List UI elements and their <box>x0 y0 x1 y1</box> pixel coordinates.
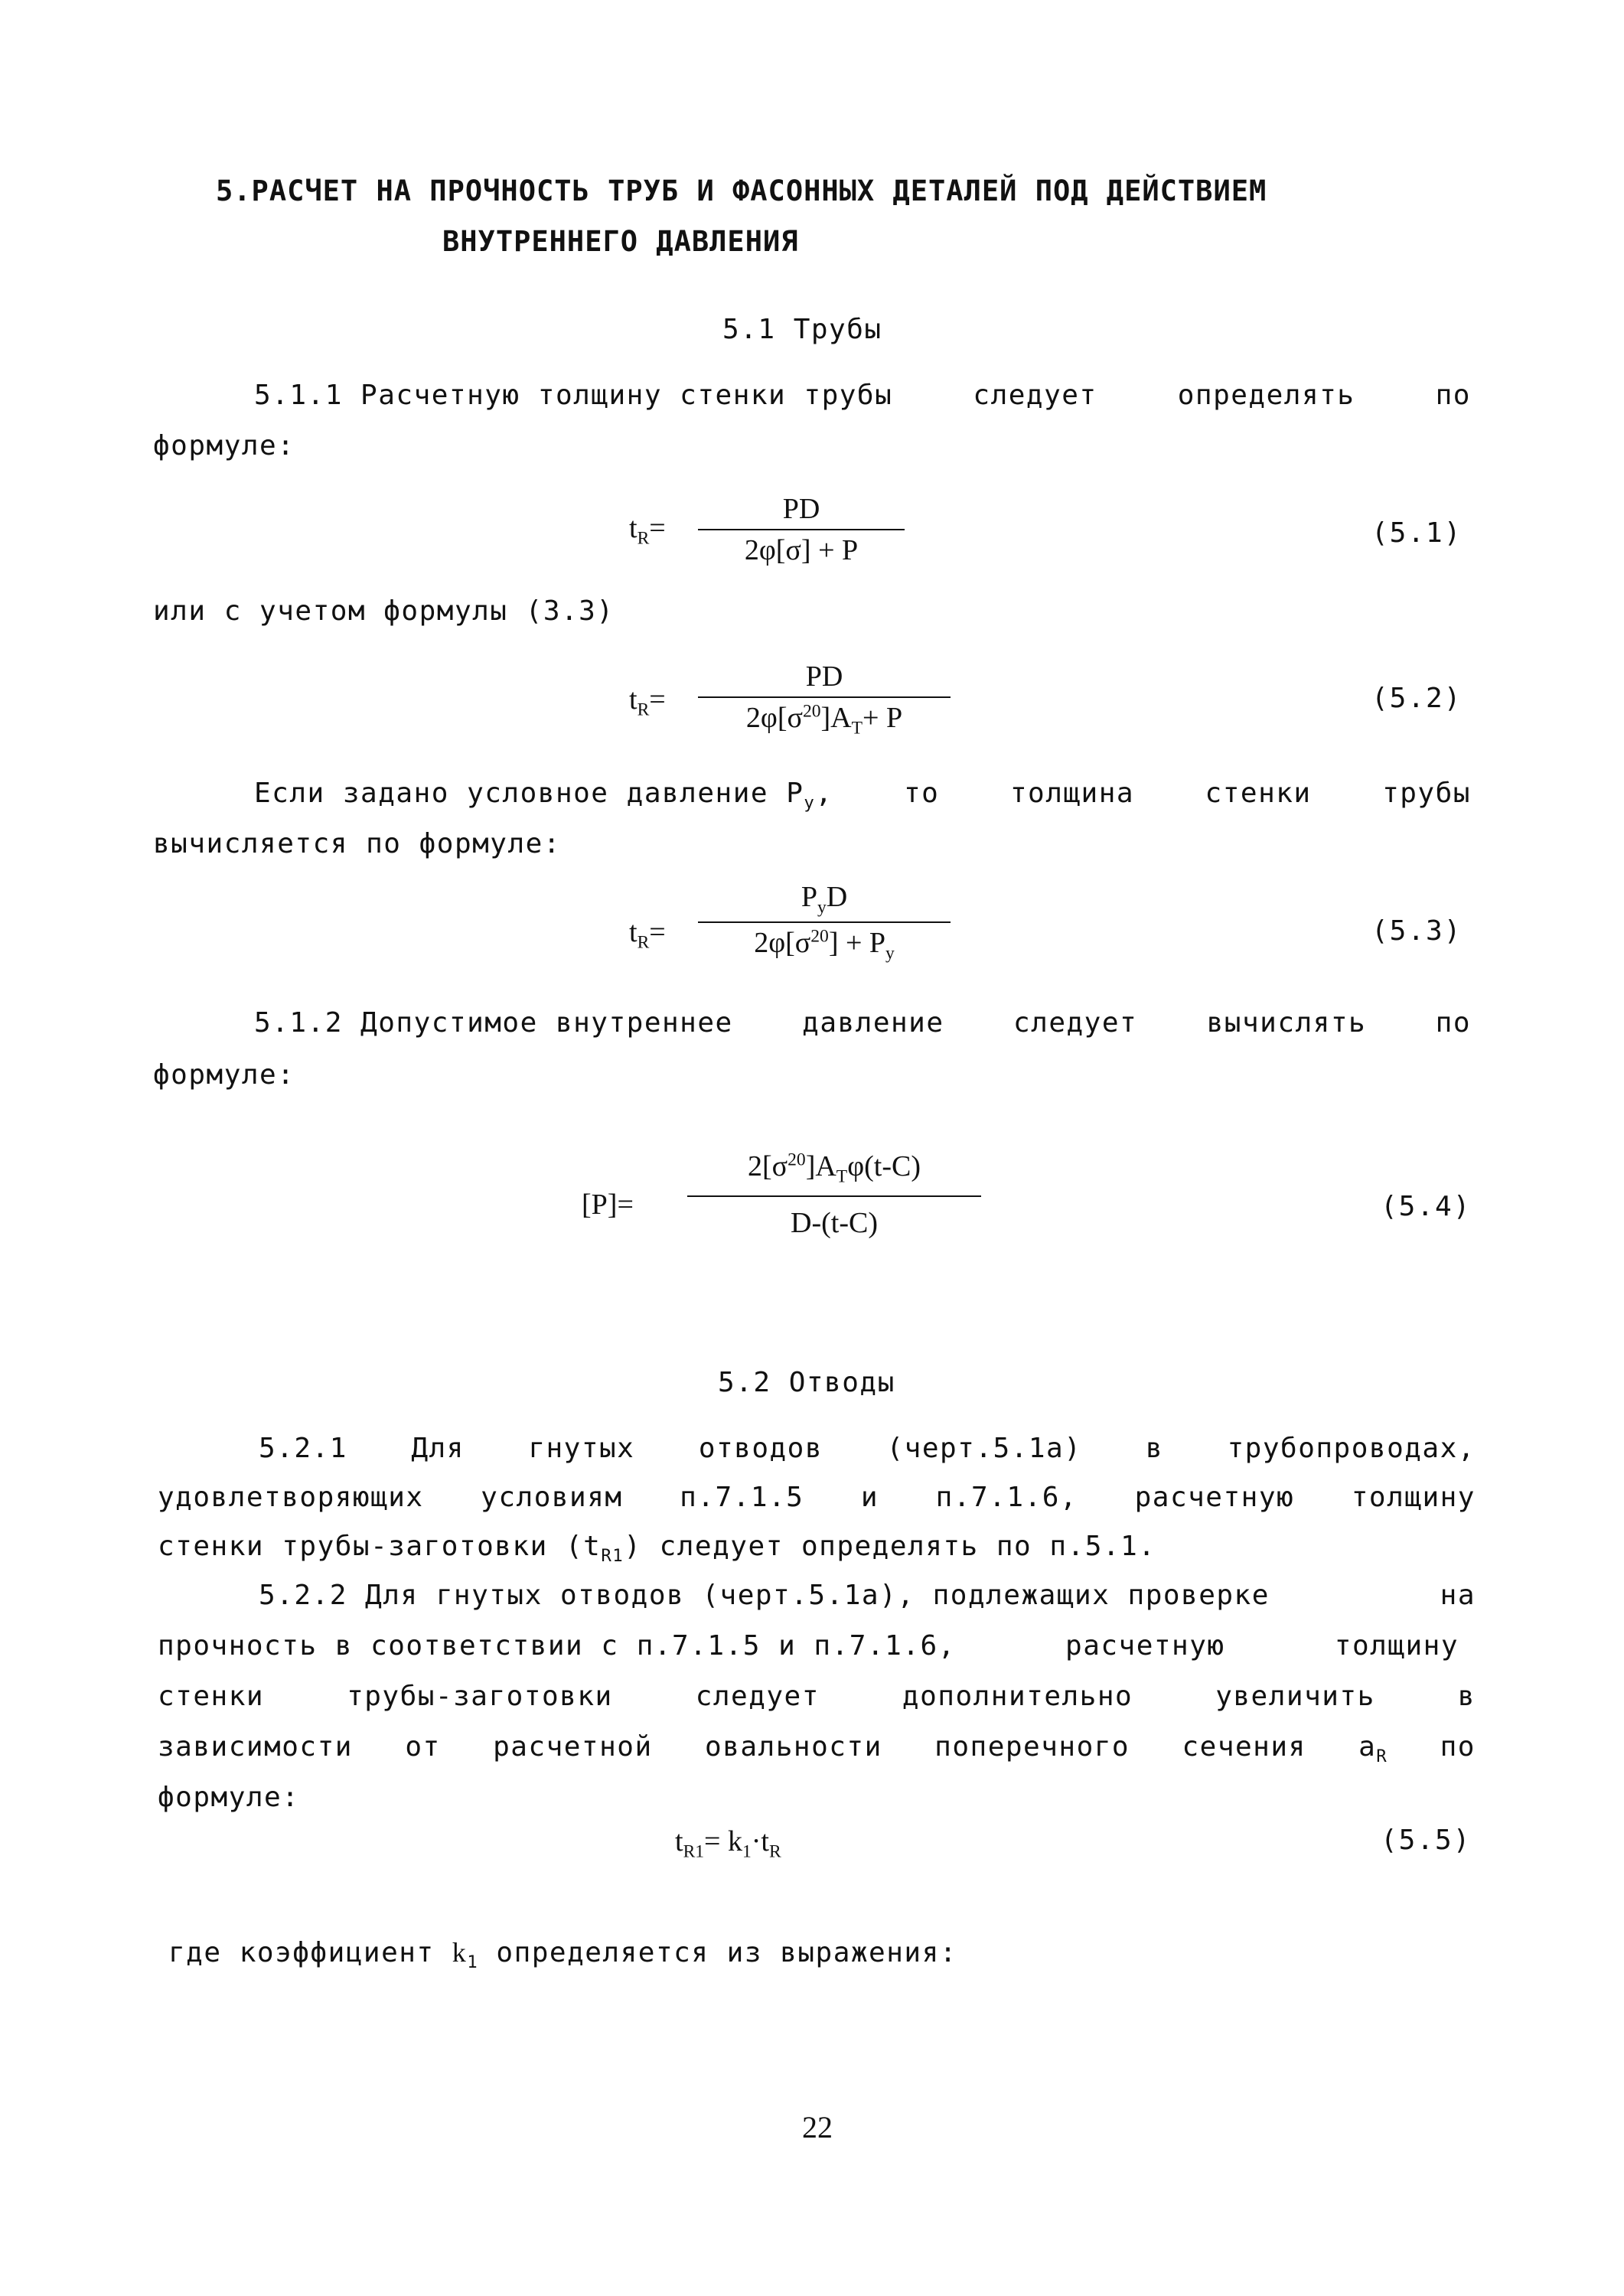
formula-5-4-lhs: [P]= <box>582 1189 634 1221</box>
paragraph-5-1-1-line-2: формуле: <box>153 430 295 461</box>
formula-5-1-fraction: PD 2φ[σ] + P <box>698 492 905 567</box>
paragraph-5-2-2-line-5: формуле: <box>158 1782 300 1813</box>
section-title-line-1: 5.РАСЧЕТ НА ПРОЧНОСТЬ ТРУБ И ФАСОННЫХ ДЕТАЛЕЙ ПОД ДЕЙСТВИЕМ <box>216 174 1267 207</box>
equation-number-5-5: (5.5) <box>1381 1825 1472 1856</box>
page-number: 22 <box>802 2110 833 2144</box>
text-where-coefficient: где коэффициент $k_1$ определяется из выражения: <box>168 1937 957 1973</box>
subsection-heading-5-1: 5.1 Трубы <box>722 314 882 345</box>
formula-5-2-fraction: PD $2\varphi[\sigma^{20}]A_T+ P$ <box>698 660 951 739</box>
subsection-heading-5-2: 5.2 Отводы <box>718 1367 895 1398</box>
paragraph-5-2-2-line-2: прочность в соответствии с п.7.1.5 и п.7.1.6, расчетную толщину <box>158 1630 1459 1662</box>
formula-5-3-fraction: $P_yD$ $2\varphi[\sigma^{20}] + P_y$ <box>698 880 951 964</box>
paragraph-5-1-1-line-1: 5.1.1 Расчетную толщину стенки трубы следует определять по <box>254 380 1471 411</box>
paragraph-condition-line-2: вычисляется по формуле: <box>153 828 561 859</box>
text-or-with-formula-3-3: или с учетом формулы (3.3) <box>153 595 615 627</box>
equation-number-5-2: (5.2) <box>1371 683 1463 714</box>
equation-number-5-4: (5.4) <box>1381 1191 1472 1222</box>
formula-5-1-lhs: $t_R=$ <box>629 512 666 549</box>
paragraph-5-2-2-line-4: зависимости от расчетной овальности поперечного сечения $a_R$ по <box>158 1731 1476 1767</box>
formula-5-3-lhs: $t_R=$ <box>629 916 666 953</box>
paragraph-5-1-2-line-1: 5.1.2 Допустимое внутреннее давление следует вычислять по <box>254 1007 1471 1039</box>
paragraph-5-2-2-line-3: стенки трубы-заготовки следует дополнительно увеличить в <box>158 1681 1476 1712</box>
equation-number-5-1: (5.1) <box>1371 517 1463 549</box>
paragraph-5-2-1-line-3: стенки трубы-заготовки $(t_{R1})$ следует определять по п.5.1. <box>158 1531 1156 1567</box>
formula-5-5: $t_{R1}= k_1\cdot t_R$ <box>675 1825 781 1862</box>
paragraph-5-2-2-line-1: 5.2.2 Для гнутых отводов (черт.5.1а), подлежащих проверке на <box>259 1580 1476 1611</box>
section-title-line-2: ВНУТРЕННЕГО ДАВЛЕНИЯ <box>442 225 799 258</box>
paragraph-condition-line-1: Если задано условное давление $P_у$, то толщина стенки трубы <box>254 778 1471 814</box>
paragraph-5-2-1-line-1: 5.2.1 Для гнутых отводов (черт.5.1а) в трубопроводах, <box>259 1433 1476 1464</box>
formula-5-2-lhs: $t_R=$ <box>629 683 666 720</box>
equation-number-5-3: (5.3) <box>1371 915 1463 947</box>
formula-5-4-fraction: $2[\sigma^{20}]A_T\varphi(t-C)$ D-(t-C) <box>687 1150 981 1240</box>
paragraph-5-1-2-line-2: формуле: <box>153 1059 295 1091</box>
paragraph-5-2-1-line-2: удовлетворяющих условиям п.7.1.5 и п.7.1.6, расчетную толщину <box>158 1482 1476 1513</box>
